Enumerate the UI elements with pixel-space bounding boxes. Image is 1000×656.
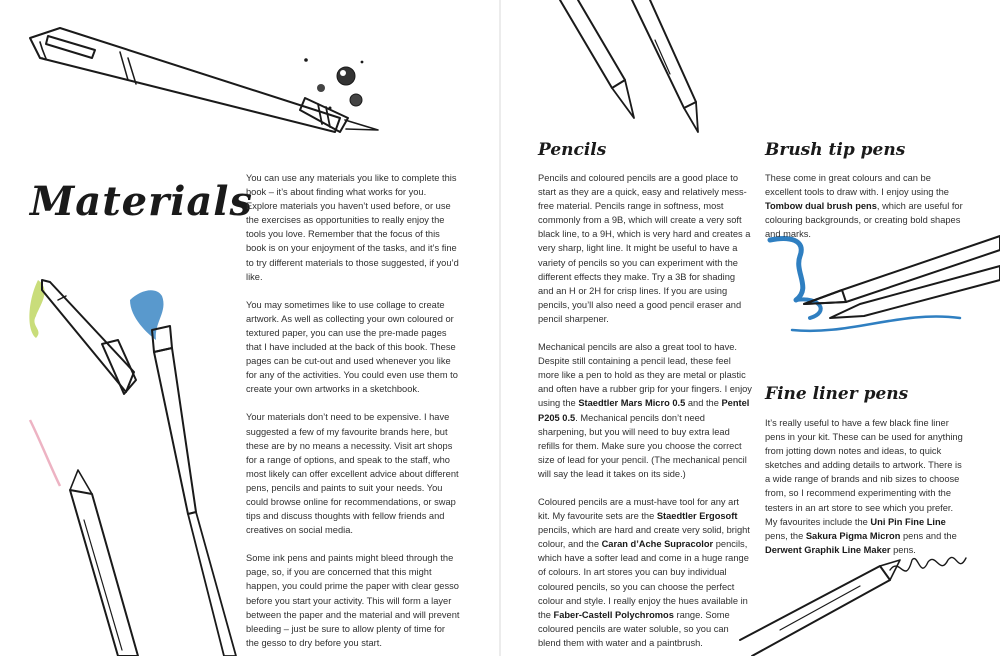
brand-name: Caran d’Ache Supracolor [601, 539, 714, 550]
fine-liner-heading: Fine liner pens [765, 384, 909, 404]
pencil-icon [560, 0, 698, 132]
pencils-heading: Pencils [538, 140, 607, 160]
brand-name: Pentel P205 0.5 [538, 398, 750, 423]
brush-tip-paragraph: These come in great colours and can be excellent tools to draw with. I enjoy using the Tombow dual brush pens, which are useful for colouring backgrounds, or creating bold shapes and marks. [765, 173, 963, 240]
fine-liner-paragraph: It’s really useful to have a few black fine liner pens in your kit. These can be used for anything from jotting down notes and ideas, to quick sketches and adding details to artwork. There is a wide range of brands and nib sizes to choose from, so I recommend experimenting with the testers in an art store to see which you prefer. My favourites include the Uni Pin Fine Line pens, the Sakura Pigma Micron pens and the Derwent Graphik Line Maker pens. [765, 418, 963, 555]
paintbrush-icon [130, 290, 236, 656]
pencil-icon [30, 420, 138, 656]
brand-name: Tombow dual brush pens [765, 201, 877, 212]
brand-name: Sakura Pigma Micron [805, 530, 901, 541]
intro-paragraph: You can use any materials you like to complete this book – it’s about finding what works for you. Explore materials you haven’t used before, or use the exercises as opportunities to really enjoy the tools you love. Remember that the focus of this book is on your enjoyment of the tasks, and it’s fine to try different materials to those suggested, if you’d like. [246, 173, 459, 282]
pencils-paragraph: Pencils and coloured pencils are a good place to start as they are a quick, easy and relatively mess-free material. Pencils range in softness, most commonly from a 9B, which will create a very soft black line, to a 9H, which is very hard and creates a very sharp, light line. It might be useful to have a variety of pencils so you can experiment with the different effects they make. Try a 3B for shading and an H or 2H for crisp lines. If you are using pencils, you’ll also need a good pencil eraser and pencil sharpener. [538, 173, 751, 324]
fine-liner-pen-icon [30, 28, 378, 132]
intro-column [246, 171, 460, 650]
intro-paragraph: Some ink pens and paints might bleed through the page, so, if you are concerned that this might happen, you could prime the paper with clear gesso before you start your activity. This will form a layer between the paper and the material and will prevent bleeding – just be sure to allow plenty of time for the gesso to dry before you start. [246, 553, 460, 648]
pencils-column [538, 171, 752, 650]
brand-name: Staedtler Ergosoft [656, 511, 738, 522]
intro-paragraph: You may sometimes like to use collage to create artwork. As well as collecting your own coloured or textured paper, you can use the pre-made pages that I have included at the back of this book. These pages can be cut-out and used whenever you like for any of the activities. You could even use them to create your own artworks in a sketchbook. [246, 299, 458, 395]
pencils-paragraph: Mechanical pencils are also a great tool to have. Despite still containing a pencil lead, these feel more like a pen to hold as they are metal or plastic and often have a rubber grip for your fingers. I enjoy using the Staedtler Mars Micro 0.5 and the Pentel P205 0.5. Mechanical pencils don’t need sharpening, but you will need to buy extra lead refills for them. Make sure you choose the correct size of lead for your pencil. (The mechanical pencil will say the lead it takes on its side.) [538, 342, 752, 479]
brand-name: Derwent Graphik Line Maker [765, 544, 891, 555]
brand-name: Faber-Castell Polychromos [553, 609, 674, 620]
pencils-paragraph: Coloured pencils are a must-have tool for any art kit. My favourite sets are the Staedtler Ergosoft pencils, which are hard and create very solid, bright colour, and the Caran d’Ache Supracolor pencils, which have a softer lead and come in a huge range of colours. In art stores you can buy individual coloured pencils, so you can choose the perfect colour and style. I really enjoy the hues available in the Faber-Castell Polychromos range. Some coloured pencils are water soluble, so you can blend them with water and a paintbrush. [538, 496, 750, 648]
page-gutter [499, 0, 501, 656]
brand-name: Staedtler Mars Micro 0.5 [578, 398, 686, 409]
brand-name: Uni Pin Fine Line [870, 516, 946, 527]
fine-liner-column [765, 416, 965, 557]
intro-paragraph: Your materials don’t need to be expensive. I have suggested a few of my favourite brands here, but these are by no means a necessity. Visit art shops for a range of options, and speak to the staff, who most likely can offer excellent advice about different pens, pencils and paints to suit your needs. You could browse online for recommendations, or swap tips and discuss thoughts with fellow friends and creatives on social media. [246, 412, 459, 536]
brush-tip-column [765, 171, 965, 241]
fine-liner-icon [740, 557, 966, 656]
brush-pen-icon [770, 236, 1000, 331]
page-title: Materials [30, 178, 254, 225]
marker-icon [29, 280, 136, 394]
brush-tip-heading: Brush tip pens [765, 140, 906, 160]
